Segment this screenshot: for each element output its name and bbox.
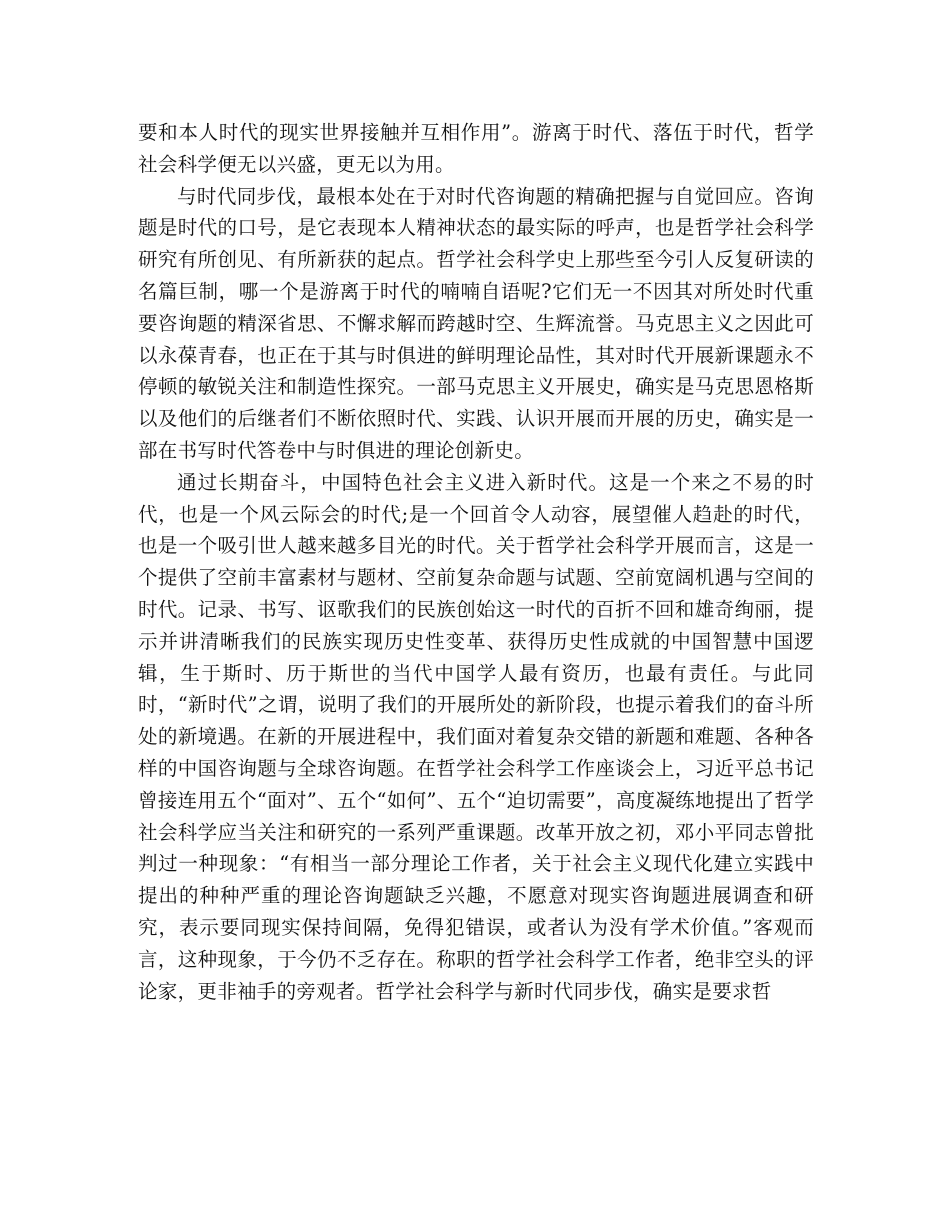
document-body <box>138 117 814 1007</box>
paragraph-3: 通过长期奋斗，中国特色社会主义进入新时代。这是一个来之不易的时代，也是一个风云际会的时代;是一个回首令人动容，展望催人趋赴的时代，也是一个吸引世人越来越多目光的时代。关于哲学社会科学开展而言，这是一个提供了空前丰富素材与题材、空前复杂命题与试题、空前宽阔机遇与空间的时代。记录、书写、讴歌我们的民族创始这一时代的百折不回和雄奇绚丽，提示并讲清晰我们的民族实现历史性变革、获得历史性成就的中国智慧中国逻辑，生于斯时、历于斯世的当代中国学人最有资历，也最有责任。与此同时，“新时代”之谓，说明了我们的开展所处的新阶段，也提示着我们的奋斗所处的新境遇。在新的开展进程中，我们面对着复杂交错的新题和难题、各种各样的中国咨询题与全球咨询题。在哲学社会科学工作座谈会上，习近平总书记曾接连用五个“面对”、五个“如何”、五个“迫切需要”，高度凝练地提出了哲学社会科学应当关注和研究的一系列严重课题。改革开放之初，邓小平同志曾批判过一种现象：“有相当一部分理论工作者，关于社会主义现代化建立实践中提出的种种严重的理论咨询题缺乏兴趣，不愿意对现实咨询题进展调查和研究，表示要同现实保持间隔，免得犯错误，或者认为没有学术价值。”客观而言，这种现象，于今仍不乏存在。称职的哲学社会科学工作者，绝非空头的评论家，更非袖手的旁观者。哲学社会科学与新时代同步伐，确实是要求哲 <box>138 470 814 1003</box>
paragraph-2: 与时代同步伐，最根本处在于对时代咨询题的精确把握与自觉回应。咨询题是时代的口号，是它表现本人精神状态的最实际的呼声，也是哲学社会科学研究有所创见、有所新获的起点。哲学社会科学史上那些至今引人反复研读的名篇巨制，哪一个是游离于时代的喃喃自语呢?它们无一不因其对所处时代重要咨询题的精深省思、不懈求解而跨越时空、生辉流誉。马克思主义之因此可以永葆青春，也正在于其与时俱进的鲜明理论品性，其对时代开展新课题永不停顿的敏锐关注和制造性探究。一部马克思主义开展史，确实是马克思恩格斯以及他们的后继者们不断依照时代、实践、认识开展而开展的历史，确实是一部在书写时代答卷中与时俱进的理论创新史。 <box>138 184 814 462</box>
paragraph-1: 要和本人时代的现实世界接触并互相作用”。游离于时代、落伍于时代，哲学社会科学便无以兴盛，更无以为用。 <box>138 121 814 176</box>
